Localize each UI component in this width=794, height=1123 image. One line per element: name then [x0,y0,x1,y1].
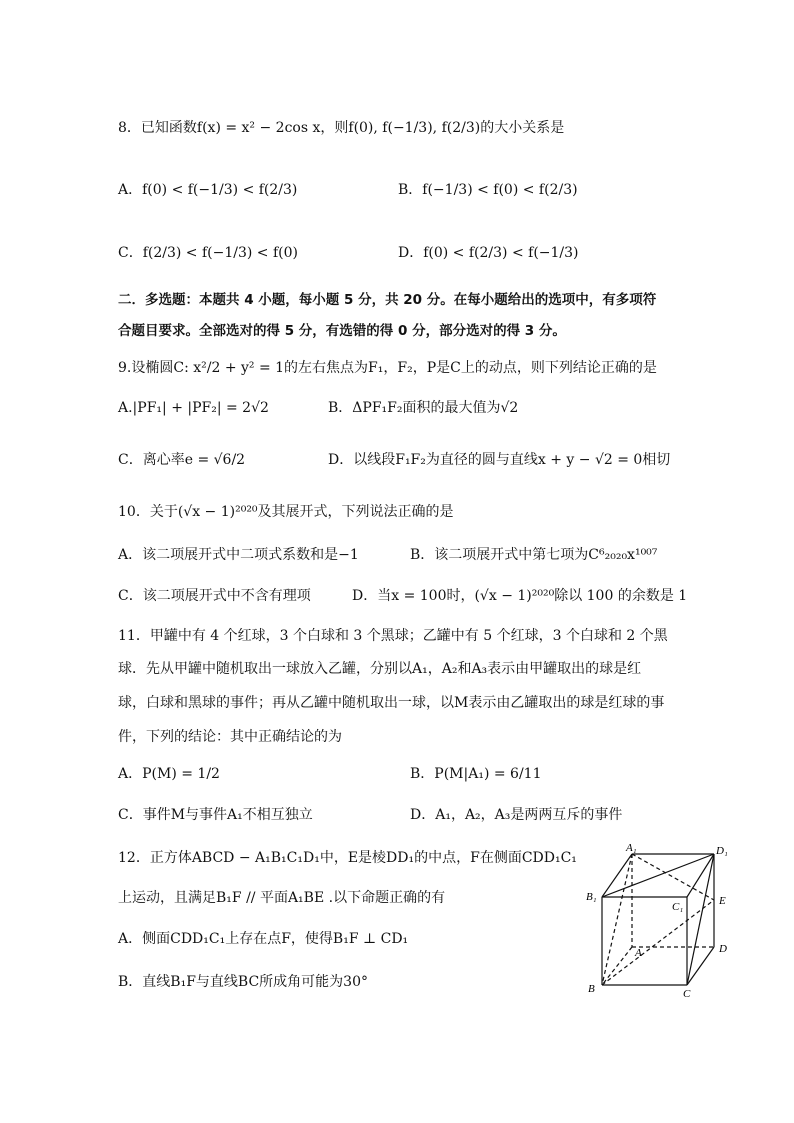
q11-option-d: D．A₁，A₂，A₃是两两互斥的事件 [410,807,623,823]
q8-option-b: B．f(−1/3) < f(0) < f(2/3) [398,182,578,198]
q12-option-b: B．直线B₁F与直线BC所成角可能为30° [118,974,368,990]
q11-option-a: A．P(M) = 1/2 [118,766,220,782]
label-d: D [719,943,727,955]
label-b: B [588,983,595,995]
q11-line2: 球．先从甲罐中随机取出一球放入乙罐，分别以A₁，A₂和A₃表示由甲罐取出的球是红 [118,661,642,677]
q9-stem: 9.设椭圆C: x²/2 + y² = 1的左右焦点为F₁，F₂，P是C上的动点，则下列结论正确的是 [118,360,657,376]
label-b1: B₁ [586,891,597,903]
q8-stem: 8．已知函数f(x) = x² − 2cos x，则f(0), f(−1/3), f(2/3)的大小关系是 [118,120,565,136]
label-c1: C₁ [672,901,684,913]
hidden-line-a1-e [632,854,714,900]
q8-option-a: A．f(0) < f(−1/3) < f(2/3) [118,182,298,198]
section2-heading-line2: 合题目要求。全部选对的得 5 分，有选错的得 0 分，部分选对的得 3 分。 [118,323,566,339]
label-d1: D₁ [716,845,728,857]
q11-line4: 件，下列的结论：其中正确结论的为 [118,729,342,745]
q8-option-d: D．f(0) < f(2/3) < f(−1/3) [398,245,579,261]
q12-option-a: A．侧面CDD₁C₁上存在点F，使得B₁F ⊥ CD₁ [118,931,409,947]
diag-b1-d1 [602,854,714,897]
q10-option-a: A．该二项展开式中二项式系数和是−1 [118,547,359,563]
section2-heading-line1: 二．多选题：本题共 4 小题，每小题 5 分，共 20 分。在每小题给出的选项中，有多项符 [118,292,657,308]
q12-line2: 上运动，且满足B₁F // 平面A₁BE .以下命题正确的有 [118,890,446,906]
label-c: C [683,988,691,1000]
q11-option-c: C．事件M与事件A₁不相互独立 [118,807,313,823]
cube-figure [584,842,744,1002]
q10-stem: 10．关于(√x − 1)²⁰²⁰及其展开式，下列说法正确的是 [118,504,454,520]
q11-line1: 11．甲罐中有 4 个红球，3 个白球和 3 个黑球；乙罐中有 5 个红球，3 个白球和 2 个黑 [118,628,668,644]
q9-option-d: D．以线段F₁F₂为直径的圆与直线x + y − √2 = 0相切 [328,452,671,468]
q9-option-b: B．ΔPF₁F₂面积的最大值为√2 [328,400,519,416]
label-e: E [719,895,726,907]
label-a: A [635,947,642,959]
q11-option-b: B．P(M|A₁) = 6/11 [410,766,542,782]
q9-option-a: A.|PF₁| + |PF₂| = 2√2 [118,400,269,416]
q8-option-c: C．f(2/3) < f(−1/3) < f(0) [118,245,298,261]
hidden-line-b-e [602,900,714,985]
q10-option-d: D．当x = 100时，(√x − 1)²⁰²⁰除以 100 的余数是 1 [352,588,688,604]
q10-option-c: C．该二项展开式中不含有理项 [118,588,311,604]
label-a1: A₁ [626,842,637,854]
q12-line1: 12．正方体ABCD − A₁B₁C₁D₁中，E是棱DD₁的中点，F在侧面CDD₁C₁ [118,850,577,866]
q10-option-b: B．该二项展开式中第七项为C⁶₂₀₂₀x¹⁰⁰⁷ [410,547,658,563]
q11-line3: 球，白球和黑球的事件；再从乙罐中随机取出一球，以M表示由乙罐取出的球是红球的事 [118,695,665,711]
q9-option-c: C．离心率e = √6/2 [118,452,246,468]
